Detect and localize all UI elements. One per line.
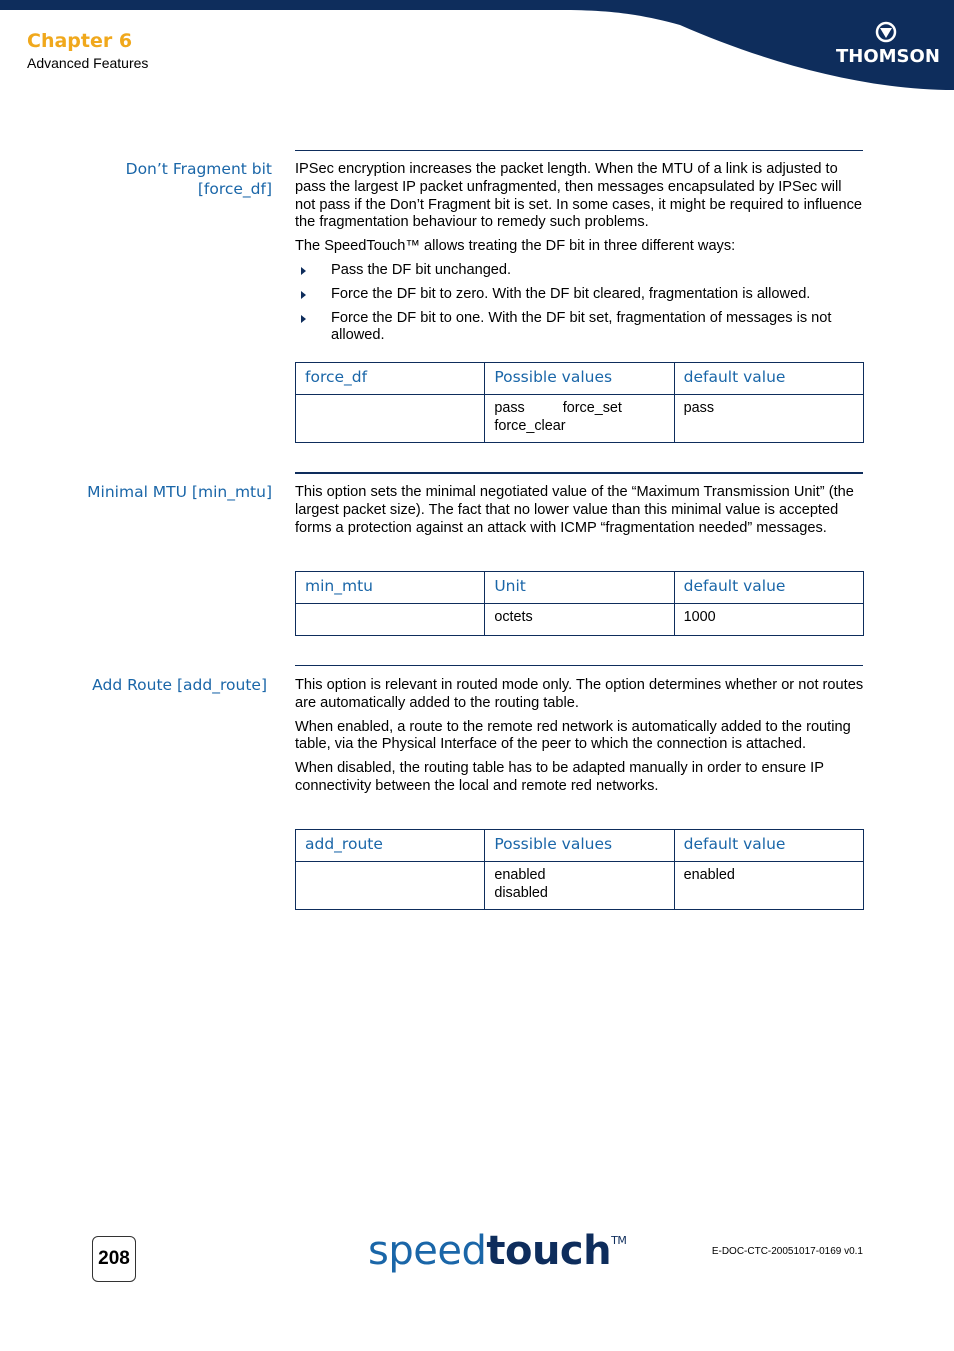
- document-id: E-DOC-CTC-20051017-0169 v0.1: [711, 1246, 863, 1257]
- logo-light-text: speed: [368, 1228, 487, 1274]
- table-cell-unit: octets: [485, 604, 674, 636]
- table-header: force_df: [296, 363, 485, 395]
- logo-trademark: TM: [611, 1234, 627, 1247]
- page-number: 208: [92, 1236, 136, 1282]
- route-parameter-table: [295, 829, 864, 910]
- thomson-logo: [836, 20, 940, 70]
- table-cell-default: pass: [674, 395, 863, 443]
- speedtouch-logo: [368, 1228, 626, 1278]
- table-header: add_route: [296, 830, 485, 862]
- mtu-paragraph-1: This option sets the minimal negotiated value of the “Maximum Transmission Unit” (the largest packet size). The fact that no lower value than this minimal value is accepted forms a protection against an attack with ICMP “fragmentation needed” messages.: [295, 484, 854, 536]
- section-label-df-line1: Don’t Fragment bit: [125, 160, 272, 178]
- mtu-parameter-table: [295, 571, 864, 636]
- route-paragraph-3: When disabled, the routing table has to be adapted manually in order to ensure IP connectivity between the local and remote red networks.: [295, 760, 824, 794]
- table-cell: [296, 395, 485, 443]
- section-label-df-line2: [force_df]: [197, 180, 272, 198]
- chapter-title: Chapter 6: [27, 30, 133, 52]
- table-header: Unit: [485, 572, 674, 604]
- table-cell: [296, 604, 485, 636]
- df-paragraph-1: IPSec encryption increases the packet length. When the MTU of a link is adjusted to pass the largest IP packet unfragmented, then messages encapsulated by IPSec will not pass if the Don’t Fragment bit is set. In some cases, it might be required to influence the fragmentation behaviour to remedy such problems.: [295, 161, 863, 231]
- df-paragraph-2: The SpeedTouch™ allows treating the DF bit in three different ways:: [295, 238, 736, 255]
- bullet-arrow-icon: [301, 291, 306, 299]
- table-cell: [296, 862, 485, 910]
- section-body-df: [295, 161, 865, 351]
- bullet-arrow-icon: [301, 315, 306, 323]
- route-paragraph-1: This option is relevant in routed mode only. The option determines whether or not routes are automatically added to the routing table.: [295, 677, 864, 711]
- table-header: min_mtu: [296, 572, 485, 604]
- list-item: Pass the DF bit unchanged.: [295, 262, 865, 280]
- df-parameter-table: [295, 362, 864, 443]
- table-header: default value: [674, 830, 863, 862]
- table-cell-default: enabled: [674, 862, 863, 910]
- logo-bold-text: touch: [486, 1228, 612, 1274]
- route-paragraph-2: When enabled, a route to the remote red network is automatically added to the routing table, via the Physical Interface of the peer to which the connection is attached.: [295, 718, 851, 753]
- header-band: [0, 0, 954, 100]
- section-label-mtu: Minimal MTU [min_mtu]: [87, 483, 272, 501]
- section-label-route: Add Route [add_route]: [92, 676, 267, 694]
- table-header: default value: [674, 363, 863, 395]
- table-header: default value: [674, 572, 863, 604]
- bullet-arrow-icon: [301, 267, 306, 275]
- df-bullet-list: [295, 262, 865, 345]
- section-rule-route: [295, 665, 863, 666]
- table-cell-default: 1000: [674, 604, 863, 636]
- section-body-mtu: [295, 484, 865, 543]
- thomson-emblem-icon: [836, 20, 936, 46]
- section-body-route: [295, 677, 865, 802]
- list-item: Force the DF bit to zero. With the DF bit cleared, fragmentation is allowed.: [295, 286, 865, 304]
- table-cell-values: enabled disabled: [485, 862, 674, 910]
- table-header: Possible values: [485, 830, 674, 862]
- list-item: Force the DF bit to one. With the DF bit set, fragmentation of messages is not allowed.: [295, 310, 865, 346]
- section-rule-mtu: [295, 472, 863, 474]
- thomson-wordmark: THOMSON: [836, 46, 940, 67]
- table-header: Possible values: [485, 363, 674, 395]
- table-cell-values: pass force_set force_clear: [485, 395, 674, 443]
- section-rule-df: [295, 150, 863, 151]
- chapter-subtitle: Advanced Features: [27, 55, 149, 71]
- section-label-df: [126, 159, 272, 199]
